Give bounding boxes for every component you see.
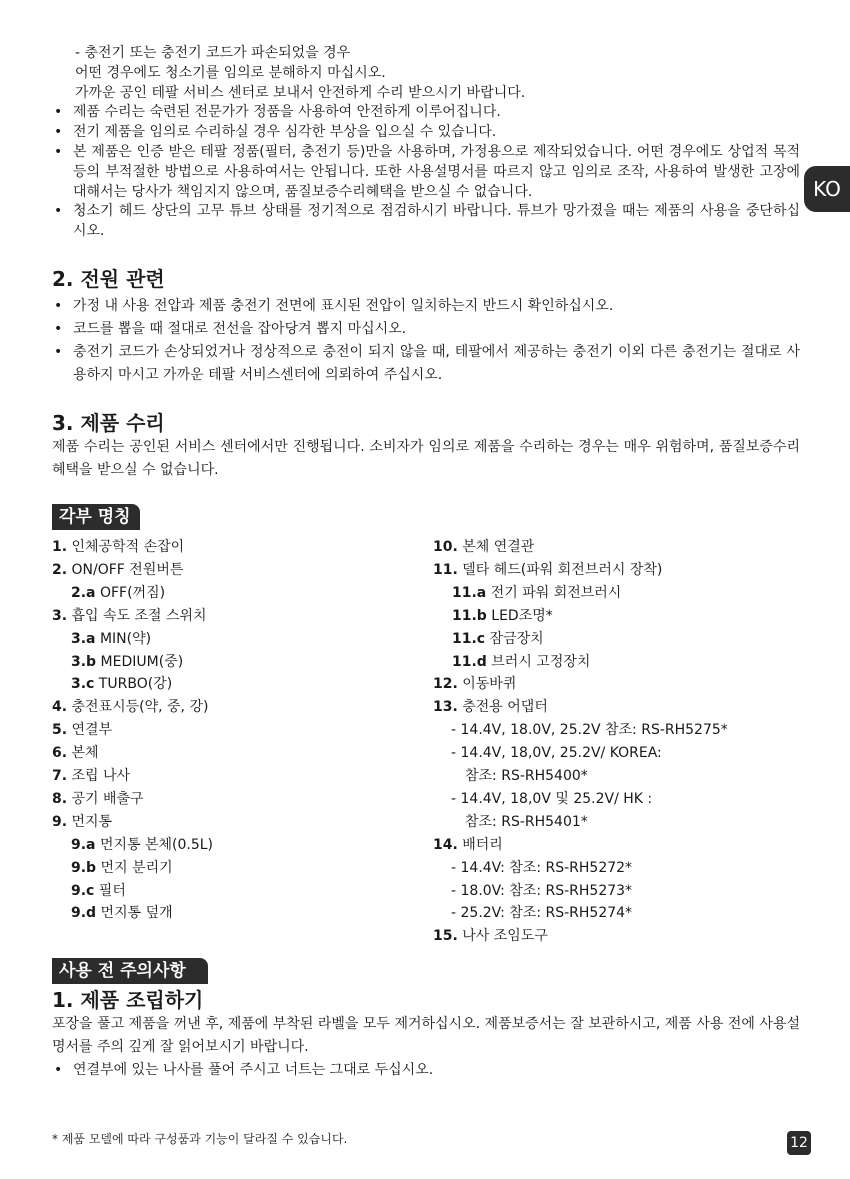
- adapter-ref: 참조: RS-RH5401*: [465, 813, 588, 830]
- repair-text: 제품 수리는 공인된 서비스 센터에서만 진행됩니다. 소비자가 임의로 제품을 수리하는 경우는 매우 위험하며, 품질보증수리 혜택을 받으실 수 없습니다.: [52, 438, 800, 478]
- assembly-bullet: • 연결부에 있는 나사를 풀어 주시고 너트는 그대로 두십시오.: [52, 1059, 800, 1082]
- power-bullet: • 코드를 뽑을 때 절대로 전선을 잡아당겨 뽑지 마십시오.: [52, 318, 800, 341]
- part-item: 9. 먼지통: [52, 813, 113, 830]
- part-item: 11.d 브러시 고정장치: [452, 653, 591, 670]
- part-item: 9.a 먼지통 본체(0.5L): [71, 836, 214, 853]
- precautions-tag: 사용 전 주의사항: [52, 958, 208, 984]
- part-item: 15. 나사 조임도구: [433, 928, 548, 945]
- adapter-ref: - 14.4V, 18,0V 및 25.2V/ HK :: [451, 790, 653, 807]
- intro-bullet: • 본 제품은 인증 받은 테팔 정품(필터, 충전기 등)만을 사용하며, 가정용으로 제작되었습니다. 어떤 경우에도 상업적 목적 등의 부적절한 방법으로 사용하여서는 안됩니다. 또한 사용설명서를 따르지 않고 임의로 조작, 사용하여 발생한 고장에 대해서는 당사가 책임지지 않으며, 품질보증수리혜택을 받으실 수 없습니다.: [52, 143, 800, 202]
- battery-ref: - 18.0V: 참조: RS-RH5273*: [451, 882, 633, 899]
- page-content: [52, 44, 800, 1082]
- intro-bullet: • 제품 수리는 숙련된 전문가가 정품을 사용하여 안전하게 이루어집니다.: [52, 103, 800, 123]
- battery-ref: - 25.2V: 참조: RS-RH5274*: [451, 905, 633, 922]
- part-item: 4. 충전표시등(약, 중, 강): [52, 699, 209, 716]
- adapter-ref: - 14.4V, 18,0V, 25.2V/ KOREA:: [451, 745, 662, 762]
- intro-line: - 충전기 또는 충전기 코드가 파손되었을 경우: [75, 45, 351, 61]
- part-item: 10. 본체 연결관: [433, 538, 535, 555]
- page-number: 12: [787, 1131, 811, 1155]
- assembly-heading: 1. 제품 조립하기: [52, 987, 204, 1012]
- part-item: 3.a MIN(약): [71, 630, 152, 647]
- part-item: 11.a 전기 파워 회전브러시: [452, 584, 622, 601]
- part-item: 5. 연결부: [52, 722, 113, 739]
- adapter-ref: - 14.4V, 18.0V, 25.2V 참조: RS-RH5275*: [451, 722, 728, 739]
- part-item: 8. 공기 배출구: [52, 790, 144, 807]
- parts-tag: 각부 명칭: [52, 504, 140, 530]
- part-item: 9.c 필터: [71, 882, 126, 899]
- power-bullet: • 충전기 코드가 손상되었거나 정상적으로 충전이 되지 않을 때, 테팔에서 제공하는 충전기 이외 다른 충전기는 절대로 사용하지 마시고 가까운 테팔 서비스센터에 의뢰하여 주십시오.: [52, 341, 800, 387]
- language-tab: KO: [804, 166, 850, 212]
- repair-heading: 3. 제품 수리: [52, 410, 165, 435]
- power-bullet: • 가정 내 사용 전압과 제품 충전기 전면에 표시된 전압이 일치하는지 반드시 확인하십시오.: [52, 295, 800, 318]
- part-item: 3.b MEDIUM(중): [71, 653, 184, 670]
- parts-left-column: [52, 536, 213, 925]
- part-item: 7. 조립 나사: [52, 768, 131, 785]
- intro-line: 가까운 공인 테팔 서비스 센터로 보내서 안전하게 수리 받으시기 바랍니다.: [75, 84, 526, 101]
- part-item: 2.a OFF(꺼짐): [71, 584, 166, 601]
- part-item: 3. 흡입 속도 조절 스위치: [52, 607, 207, 624]
- intro-bullet: • 청소기 헤드 상단의 고무 튜브 상태를 정기적으로 점검하시기 바랍니다. 튜브가 망가졌을 때는 제품의 사용을 중단하십시오.: [52, 202, 800, 242]
- part-item: 2. ON/OFF 전원버튼: [52, 561, 184, 578]
- part-item: 11.b LED조명*: [452, 607, 553, 624]
- parts-list: [52, 536, 800, 945]
- intro-bullet: • 전기 제품을 임의로 수리하실 경우 심각한 부상을 입으실 수 있습니다.: [52, 123, 800, 143]
- battery-ref: - 14.4V: 참조: RS-RH5272*: [451, 859, 633, 876]
- assembly-text: 포장을 풀고 제품을 꺼낸 후, 제품에 부착된 라벨을 모두 제거하십시오. 제품보증서는 잘 보관하시고, 제품 사용 전에 사용설명서를 주의 깊게 잘 읽어보시기 바랍니다.: [52, 1015, 800, 1055]
- adapter-ref: 참조: RS-RH5400*: [465, 768, 588, 785]
- part-item: 9.b 먼지 분리기: [71, 859, 173, 876]
- part-item: 14. 배터리: [433, 836, 503, 853]
- parts-right-column: [433, 536, 728, 948]
- part-item: 9.d 먼지통 덮개: [71, 905, 173, 922]
- part-item: 3.c TURBO(강): [71, 676, 173, 693]
- part-item: 13. 충전용 어댑터: [433, 699, 548, 716]
- part-item: 12. 이동바퀴: [433, 676, 517, 693]
- part-item: 11. 델타 헤드(파워 회전브러시 장착): [433, 561, 663, 578]
- part-item: 1. 인체공학적 손잡이: [52, 538, 185, 555]
- part-item: 6. 본체: [52, 745, 99, 762]
- part-item: 11.c 잠금장치: [452, 630, 544, 647]
- intro-line: 어떤 경우에도 청소기를 임의로 분해하지 마십시오.: [75, 64, 386, 81]
- footnote: * 제품 모델에 따라 구성품과 기능이 달라질 수 있습니다.: [52, 1132, 348, 1146]
- power-heading: 2. 전원 관련: [52, 266, 165, 291]
